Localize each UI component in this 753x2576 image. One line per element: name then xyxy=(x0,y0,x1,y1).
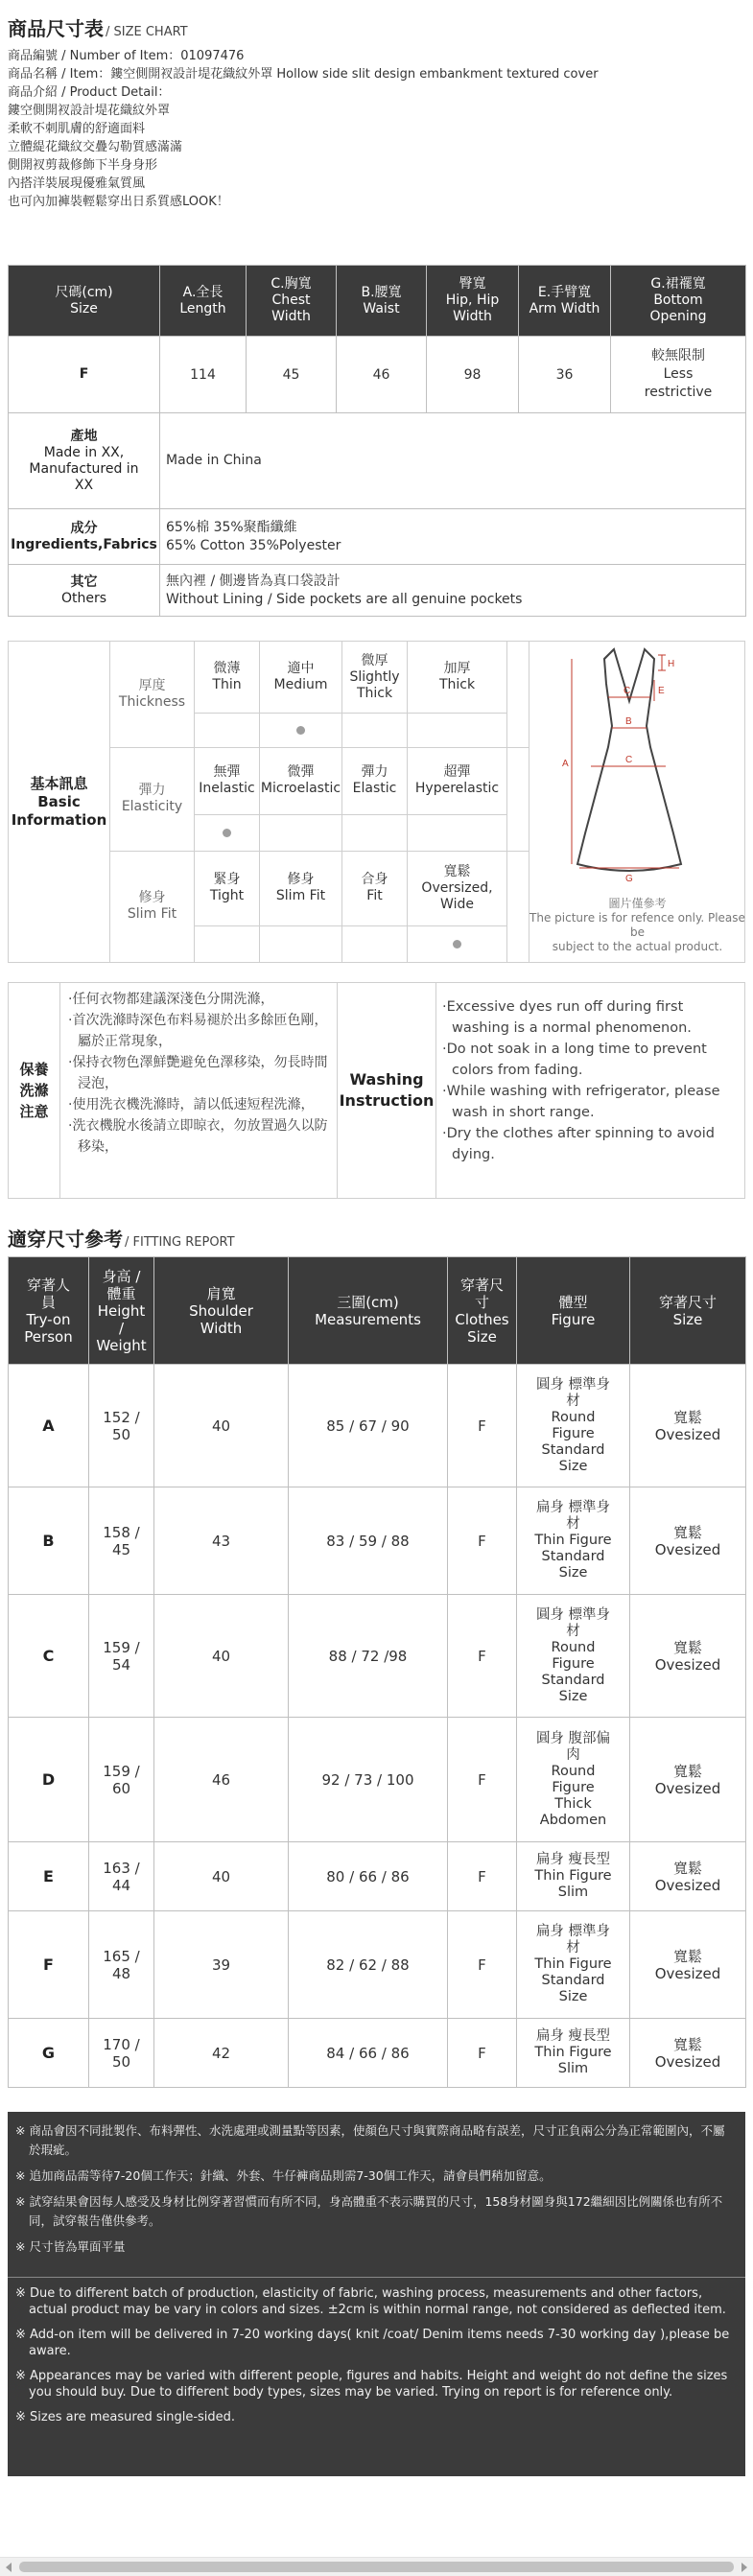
fit-col-measurements: 三圍(cm) Measurements xyxy=(289,1257,448,1365)
fit-shoulder: 43 xyxy=(154,1487,289,1595)
diagram-letter-b: B xyxy=(625,716,632,727)
garment-diagram xyxy=(529,642,744,962)
elasticity-mark-3 xyxy=(408,814,507,851)
chest-value: 45 xyxy=(247,337,337,413)
fit-measurements: 88 / 72 /98 xyxy=(289,1595,448,1718)
fit-row xyxy=(9,2019,746,2088)
note-en: ※ Sizes are measured single-sided. xyxy=(15,2410,236,2424)
bottom-value: 較無限制 Less restrictive xyxy=(611,337,746,413)
basic-info-panel xyxy=(8,641,745,963)
note-cn: ※ 商品會因不同批製作、布料彈性、水洗處理或測量點等因素，使顏色尺寸與實際商品略有誤差，尺寸正負兩公分為正常範圍內，不屬於瑕疵。 xyxy=(15,2123,725,2157)
selected-dot xyxy=(223,829,231,837)
fit-measurements: 85 / 67 / 90 xyxy=(289,1365,448,1487)
fit-size: 寬鬆 Ovesized xyxy=(630,1718,746,1842)
selected-dot xyxy=(453,940,461,948)
fit-col-height-weight: 身高 / 體重 Height / Weight xyxy=(89,1257,154,1365)
horizontal-scrollbar[interactable] xyxy=(0,2557,753,2576)
fit-shoulder: 40 xyxy=(154,1365,289,1487)
washing-item-cn: ·使用洗衣機洗滌時，請以低速短程洗滌， xyxy=(68,1097,315,1112)
fit-row xyxy=(9,1911,746,2019)
fit-size: 寬鬆 Ovesized xyxy=(630,1842,746,1911)
col-header-arm: E.手臂寬 Arm Width xyxy=(519,266,611,337)
fit-size: 寬鬆 Ovesized xyxy=(630,1911,746,2019)
item-name: 商品名稱 / Item：鏤空側開衩設計堤花織紋外罩 Hollow side slit design embankment textured cover xyxy=(8,67,599,82)
fit-measurements: 92 / 73 / 100 xyxy=(289,1718,448,1842)
fit-person: F xyxy=(9,1911,89,2019)
col-header-bottom: G.裙襬寬 Bottom Opening xyxy=(611,266,746,337)
scroll-left-arrow-icon[interactable] xyxy=(6,2563,12,2572)
washing-panel xyxy=(8,982,745,1199)
note-cn: ※ 尺寸皆為單面平量 xyxy=(15,2239,126,2254)
fit-person: G xyxy=(9,2019,89,2088)
dress-outline-icon xyxy=(529,642,745,897)
product-detail-line: 也可內加褲裝輕鬆穿出日系質感LOOK！ xyxy=(8,195,229,209)
fit-clothes-size: F xyxy=(448,1842,517,1911)
slimfit-mark-2 xyxy=(342,925,408,962)
product-detail-line: 鏤空側開衩設計堤花織紋外罩 xyxy=(8,104,171,118)
size-chart-title xyxy=(8,13,745,41)
size-row-f xyxy=(9,337,746,413)
fitting-header-row xyxy=(9,1257,746,1365)
fabric-label: 成分 Ingredients,Fabrics xyxy=(9,509,160,565)
fit-measurements: 84 / 66 / 86 xyxy=(289,2019,448,2088)
fit-col-shoulder: 肩寬 Shoulder Width xyxy=(154,1257,289,1365)
note-en: ※ Appearances may be varied with different people, figures and habits. Height and weight do not define the sizes you should buy. Due to different body types, sizes may be varied. Trying on report is for reference only. xyxy=(15,2369,728,2400)
size-chart-header xyxy=(8,13,745,211)
fabric-row xyxy=(9,509,746,565)
washing-list-en xyxy=(442,996,740,1165)
thickness-mark-2 xyxy=(342,713,408,747)
fit-clothes-size: F xyxy=(448,1487,517,1595)
washing-item-en: ·While washing with refrigerator, please wash in short range. xyxy=(442,1084,720,1120)
note-en: ※ Due to different batch of production, elasticity of fabric, washing process, measurements and other factors, actual product may be vary in colors and sizes. ±2cm is within normal range, not considered as deflected item. xyxy=(15,2286,726,2317)
washing-item-en: ·Dry the clothes after spinning to avoid dying. xyxy=(442,1126,716,1162)
notes-panel xyxy=(8,2112,745,2476)
col-header-waist: B.腰寬 Waist xyxy=(337,266,427,337)
elasticity-mark-0 xyxy=(195,814,260,851)
fit-size: 寬鬆 Ovesized xyxy=(630,2019,746,2088)
fit-height-weight: 165 / 48 xyxy=(89,1911,154,2019)
fitting-title-en: / FITTING REPORT xyxy=(125,1235,235,1250)
thickness-mark-1 xyxy=(260,713,342,747)
thickness-option-thin: 微薄 Thin xyxy=(195,642,260,713)
fit-person: E xyxy=(9,1842,89,1911)
elasticity-mark-2 xyxy=(342,814,408,851)
fit-height-weight: 170 / 50 xyxy=(89,2019,154,2088)
fitting-table xyxy=(8,1256,745,2088)
size-table xyxy=(8,265,745,617)
diagram-letter-c-top: C xyxy=(624,686,631,696)
origin-value: Made in China xyxy=(160,413,746,509)
fit-figure: 圓身 標準身 材 Round Figure Standard Size xyxy=(517,1595,630,1718)
thickness-mark-0 xyxy=(195,713,260,747)
selected-dot xyxy=(296,726,305,735)
col-header-chest: C.胸寬 Chest Width xyxy=(247,266,337,337)
elasticity-option-hyperelastic: 超彈 Hyperelastic xyxy=(408,747,507,814)
fit-col-figure: 體型 Figure xyxy=(517,1257,630,1365)
fit-size: 寬鬆 Ovesized xyxy=(630,1487,746,1595)
fit-clothes-size: F xyxy=(448,1718,517,1842)
title-cn: 商品尺寸表 xyxy=(8,17,104,40)
hip-value: 98 xyxy=(427,337,519,413)
fitting-title-cn: 適穿尺寸參考 xyxy=(8,1228,123,1251)
fit-shoulder: 40 xyxy=(154,1595,289,1718)
fit-height-weight: 158 / 45 xyxy=(89,1487,154,1595)
size-value: F xyxy=(9,337,160,413)
fit-size: 寬鬆 Ovesized xyxy=(630,1595,746,1718)
fit-clothes-size: F xyxy=(448,1365,517,1487)
fit-row xyxy=(9,1365,746,1487)
slimfit-row xyxy=(110,851,529,962)
washing-label-en: Washing Instruction xyxy=(337,983,436,1198)
fabric-value: 65%棉 35%聚酯纖維 65% Cotton 35%Polyester xyxy=(160,509,746,565)
fit-size: 寬鬆 Ovesized xyxy=(630,1365,746,1487)
fit-col-clothes-size: 穿著尺 寸 Clothes Size xyxy=(448,1257,517,1365)
fit-height-weight: 159 / 54 xyxy=(89,1595,154,1718)
notes-divider xyxy=(8,2277,745,2278)
fit-person: A xyxy=(9,1365,89,1487)
fit-row xyxy=(9,1842,746,1911)
fit-col-size: 穿著尺寸 Size xyxy=(630,1257,746,1365)
fit-person: C xyxy=(9,1595,89,1718)
washing-label-cn: 保養 洗滌 注意 xyxy=(9,983,60,1198)
col-header-size: 尺碼(cm) Size xyxy=(9,266,160,337)
slimfit-label: 修身 Slim Fit xyxy=(110,851,195,962)
fit-measurements: 80 / 66 / 86 xyxy=(289,1842,448,1911)
slimfit-option-oversized: 寬鬆 Oversized, Wide xyxy=(408,851,507,925)
fit-figure: 圓身 腹部偏 肉 Round Figure Thick Abdomen xyxy=(517,1718,630,1842)
fit-figure: 扁身 瘦長型 Thin Figure Slim xyxy=(517,2019,630,2088)
fit-figure: 扁身 瘦長型 Thin Figure Slim xyxy=(517,1842,630,1911)
thickness-mark-3 xyxy=(408,713,507,747)
fit-row xyxy=(9,1595,746,1718)
fit-row xyxy=(9,1487,746,1595)
scroll-right-arrow-icon[interactable] xyxy=(741,2563,747,2572)
fit-figure: 扁身 標準身 材 Thin Figure Standard Size xyxy=(517,1911,630,2019)
arm-value: 36 xyxy=(519,337,611,413)
product-info xyxy=(8,47,745,211)
waist-value: 46 xyxy=(337,337,427,413)
washing-item-cn: ·首次洗滌時深色布料易褪於出多餘匝色剛，屬於正常現象， xyxy=(68,1013,328,1049)
fit-shoulder: 42 xyxy=(154,2019,289,2088)
fit-col-person: 穿著人 員 Try-on Person xyxy=(9,1257,89,1365)
fit-person: B xyxy=(9,1487,89,1595)
size-table-header-row xyxy=(9,266,746,337)
others-label: 其它 Others xyxy=(9,565,160,617)
thickness-option-thick: 加厚 Thick xyxy=(408,642,507,713)
fit-shoulder: 46 xyxy=(154,1718,289,1842)
fit-row xyxy=(9,1718,746,1842)
origin-label: 產地 Made in XX, Manufactured in XX xyxy=(9,413,160,509)
title-en: / SIZE CHART xyxy=(106,25,188,39)
product-detail-line: 側開衩剪裁修飾下半身身形 xyxy=(8,158,158,173)
fit-height-weight: 163 / 44 xyxy=(89,1842,154,1911)
washing-list-cn xyxy=(68,989,337,1158)
elasticity-option-elastic: 彈力 Elastic xyxy=(342,747,408,814)
fit-clothes-size: F xyxy=(448,1595,517,1718)
col-header-length: A.全長 Length xyxy=(160,266,247,337)
diagram-letter-h: H xyxy=(668,659,675,669)
fit-figure: 扁身 標準身 材 Thin Figure Standard Size xyxy=(517,1487,630,1595)
length-value: 114 xyxy=(160,337,247,413)
elasticity-mark-1 xyxy=(260,814,342,851)
thickness-label: 厚度 Thickness xyxy=(110,642,195,747)
product-detail-line: 立體緹花織紋交疊勾勒質感滿滿 xyxy=(8,140,183,154)
scrollbar-thumb[interactable] xyxy=(19,2562,734,2572)
slimfit-option-tight: 緊身 Tight xyxy=(195,851,260,925)
fit-height-weight: 152 / 50 xyxy=(89,1365,154,1487)
product-detail-label: 商品介紹 / Product Detail： xyxy=(8,85,171,100)
slimfit-mark-1 xyxy=(260,925,342,962)
slimfit-mark-0 xyxy=(195,925,260,962)
product-detail-line: 內搭洋裝展現優雅氣質風 xyxy=(8,176,146,191)
item-number: 商品編號 / Number of Item：01097476 xyxy=(8,49,245,63)
slimfit-mark-3 xyxy=(408,925,507,962)
others-value: 無內裡 / 側邊皆為真口袋設計 Without Lining / Side pockets are all genuine pockets xyxy=(160,565,746,617)
washing-item-cn: ·保持衣物色澤鮮艷避免色澤移染，勿長時間浸泡， xyxy=(68,1055,328,1091)
product-detail-line: 柔軟不刺肌膚的舒適面料 xyxy=(8,122,146,136)
slimfit-option-fit: 合身 Fit xyxy=(342,851,408,925)
elasticity-label: 彈力 Elasticity xyxy=(110,747,195,851)
fit-clothes-size: F xyxy=(448,2019,517,2088)
washing-item-cn: ·洗衣機脫水後請立即晾衣，勿放置過久以防移染， xyxy=(68,1118,328,1155)
basic-info-label: 基本訊息 Basic Information xyxy=(9,642,110,962)
elasticity-option-inelastic: 無彈 Inelastic xyxy=(195,747,260,814)
thickness-option-medium: 適中 Medium xyxy=(260,642,342,713)
notes-en xyxy=(8,2286,745,2436)
notes-cn xyxy=(8,2112,745,2263)
thickness-option-slightly-thick: 微厚 Slightly Thick xyxy=(342,642,408,713)
fitting-report-title xyxy=(8,1224,745,1252)
note-cn: ※ 追加商品需等待7-20個工作天；針織、外套、牛仔褲商品則需7-30個工作天，請會員們稍加留意。 xyxy=(15,2168,552,2183)
fit-person: D xyxy=(9,1718,89,1842)
note-cn: ※ 試穿結果會因每人感受及身材比例穿著習慣而有所不同，身高體重不表示購買的尺寸，158身材圖身與172繼細因比例關係也有所不同，試穿報告僅供參考。 xyxy=(15,2194,723,2228)
washing-item-cn: ·任何衣物都建議深淺色分開洗滌， xyxy=(68,992,274,1007)
washing-item-en: ·Excessive dyes run off during first washing is a normal phenomenon. xyxy=(442,999,692,1036)
fit-shoulder: 39 xyxy=(154,1911,289,2019)
diagram-letter-g: G xyxy=(625,874,633,884)
fit-measurements: 83 / 59 / 88 xyxy=(289,1487,448,1595)
origin-row xyxy=(9,413,746,509)
diagram-letter-e: E xyxy=(658,686,665,696)
elasticity-row xyxy=(110,747,529,851)
washing-item-en: ·Do not soak in a long time to prevent colors from fading. xyxy=(442,1042,707,1078)
fit-clothes-size: F xyxy=(448,1911,517,2019)
others-row xyxy=(9,565,746,617)
fit-shoulder: 40 xyxy=(154,1842,289,1911)
fit-height-weight: 159 / 60 xyxy=(89,1718,154,1842)
diagram-caption: 圖片僅參考 The picture is for refence only. Please be subject to the actual product. xyxy=(529,897,745,953)
fit-figure: 圓身 標準身 材 Round Figure Standard Size xyxy=(517,1365,630,1487)
fit-measurements: 82 / 62 / 88 xyxy=(289,1911,448,2019)
thickness-row xyxy=(110,642,529,747)
note-en: ※ Add-on item will be delivered in 7-20 working days( knit /coat/ Denim items needs 7-30 working day ),please be aware. xyxy=(15,2328,730,2358)
elasticity-option-microelastic: 微彈 Microelastic xyxy=(260,747,342,814)
diagram-letter-a: A xyxy=(562,759,569,769)
col-header-hip: 臀寬 Hip, Hip Width xyxy=(427,266,519,337)
slimfit-option-slim: 修身 Slim Fit xyxy=(260,851,342,925)
diagram-letter-c-mid: C xyxy=(625,755,633,765)
